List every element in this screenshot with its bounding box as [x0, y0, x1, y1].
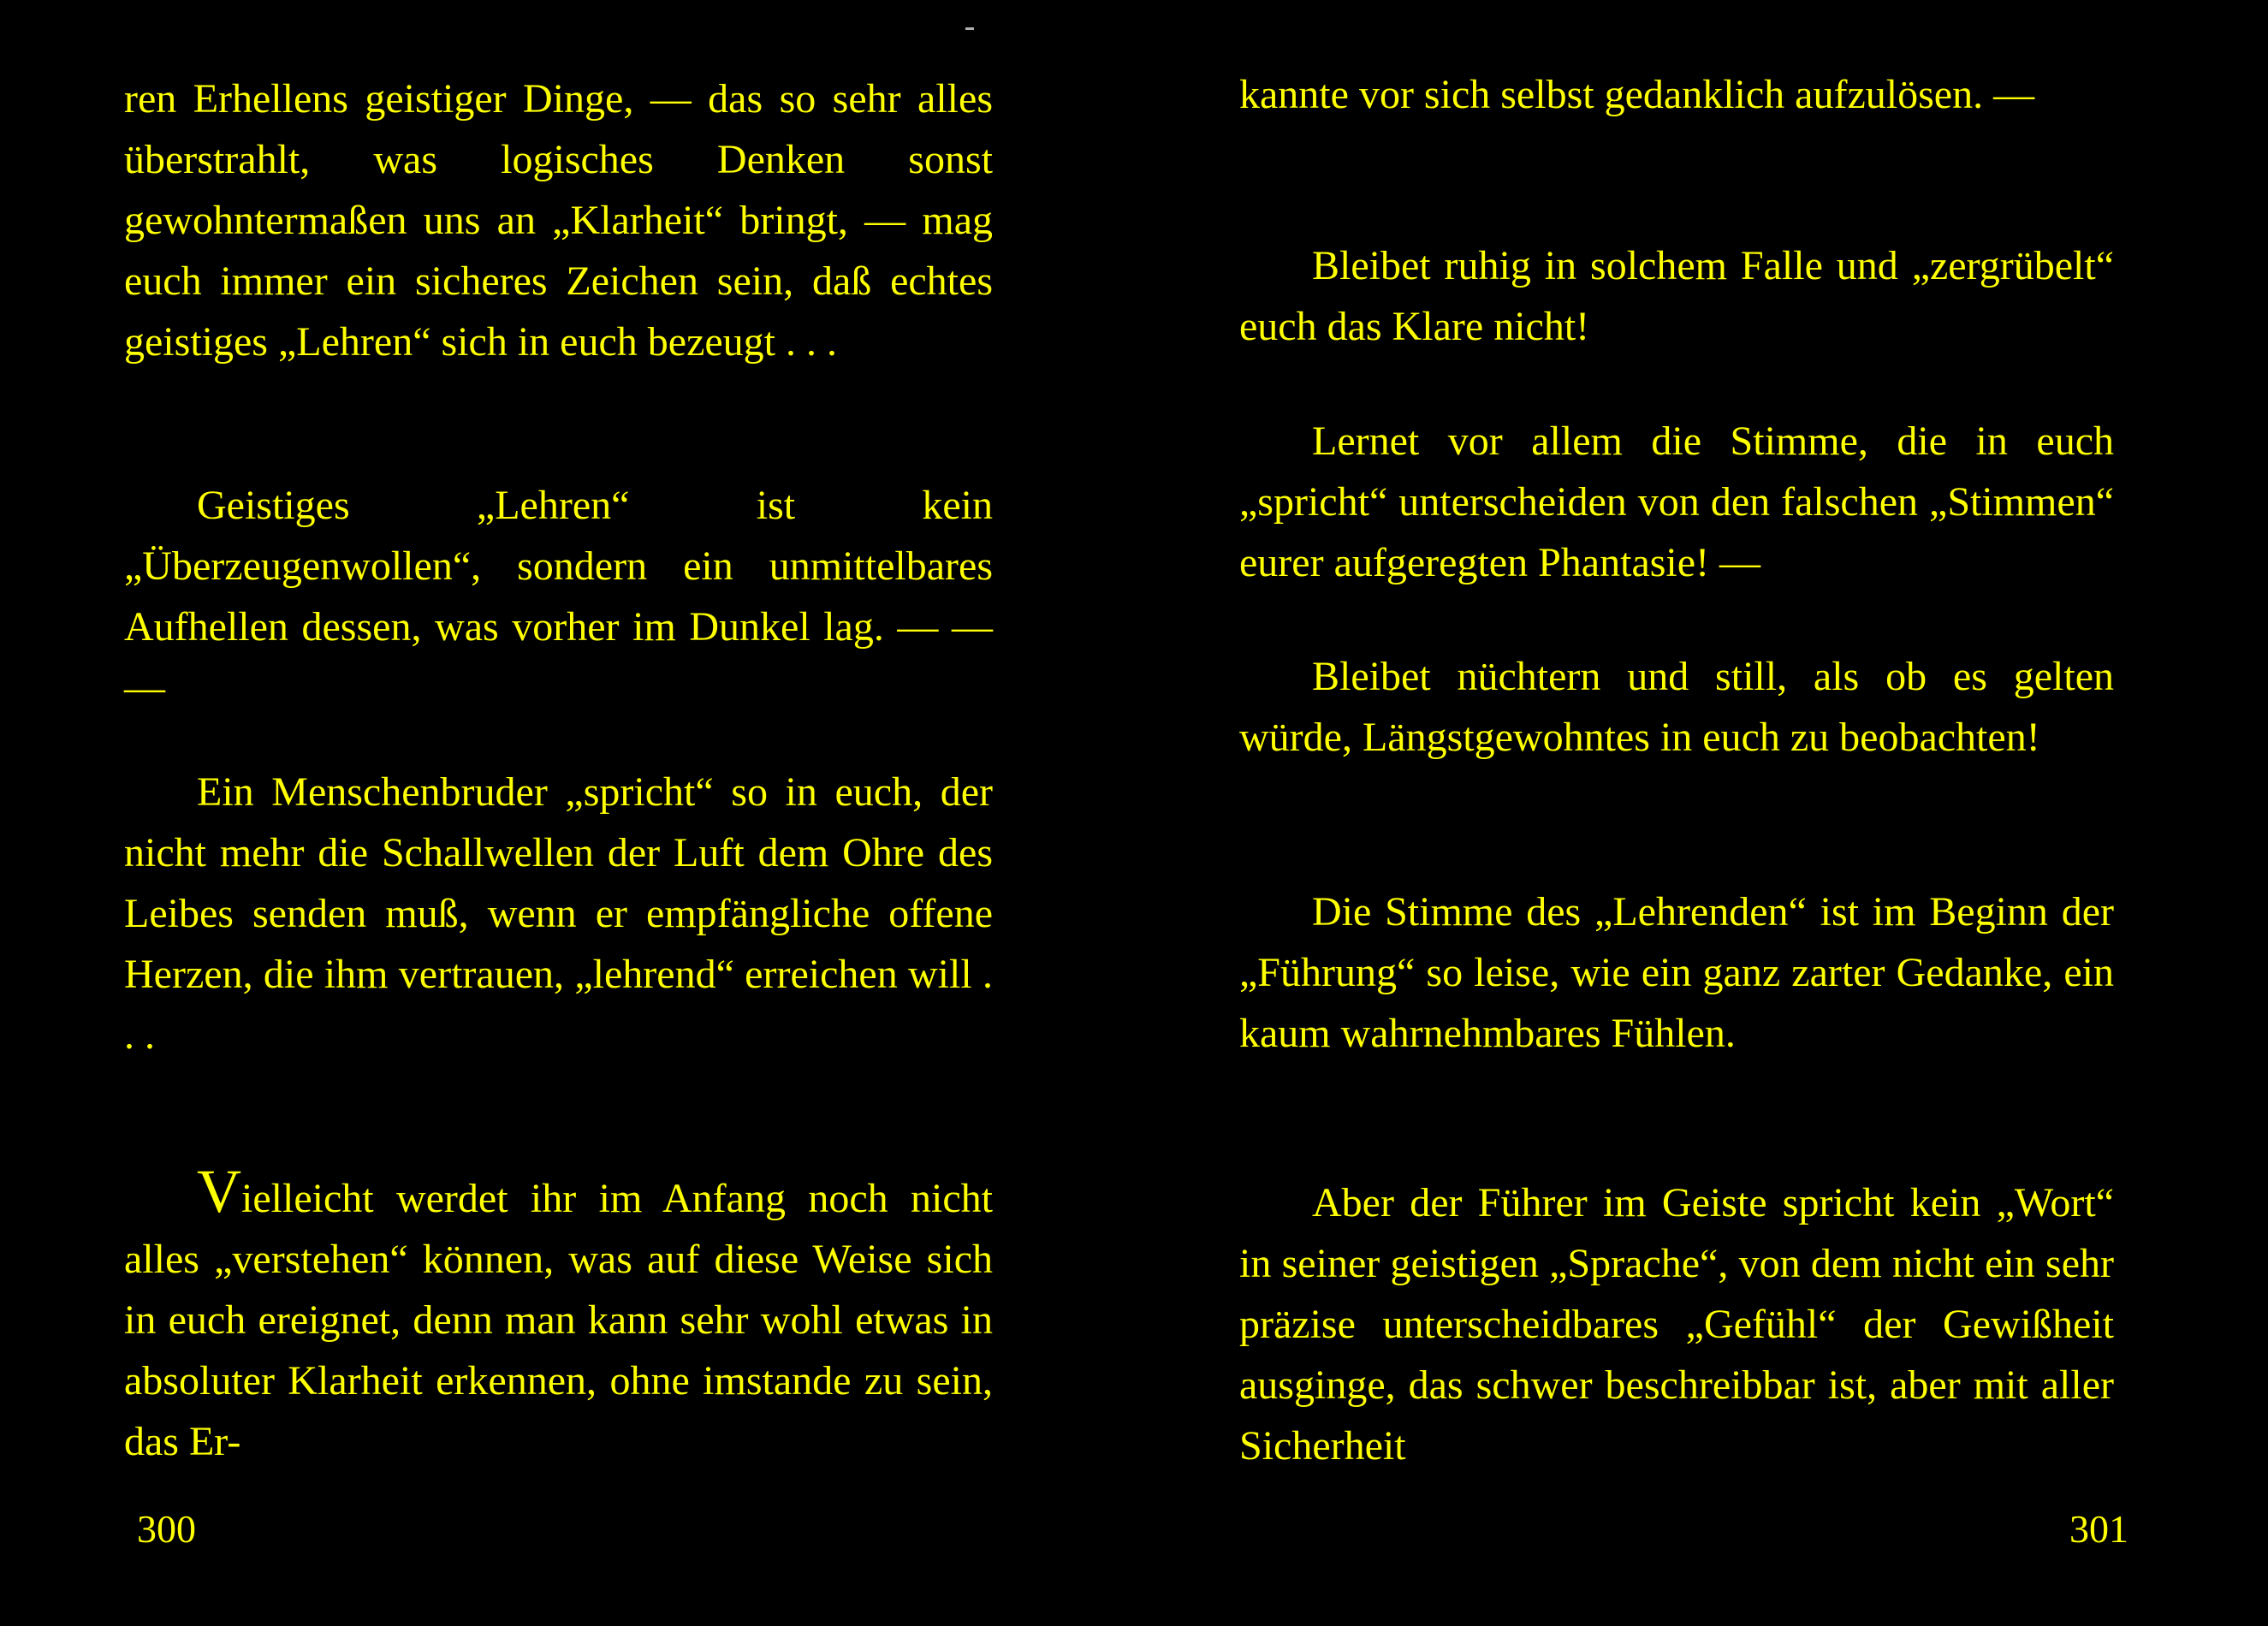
- drop-initial: V: [197, 1157, 241, 1225]
- left-paragraph-4: [124, 1157, 993, 1472]
- left-paragraph-4-text: ielleicht werdet ihr im Anfang noch nicht alles „verstehen“ können, was auf diese Weise sich in euch ereignet, denn man kann sehr wohl etwas in absoluter Klarheit erkennen, ohne imstande zu sein, das Er-: [124, 1176, 993, 1464]
- left-paragraph-3: Ein Menschenbruder „spricht“ so in euch, der nicht mehr die Schallwellen der Luft dem Ohre des Leibes senden muß, wenn er empfängliche offene Herzen, die ihm vertrauen, „lehrend“ erreichen will . . .: [124, 769, 993, 1058]
- right-paragraph-3: Lernet vor allem die Stimme, die in euch „spricht“ unterscheiden von den falschen „Stimmen“ eurer aufgeregten Phantasie! —: [1239, 418, 2114, 585]
- right-paragraph-4: Bleibet nüchtern und still, als ob es gelten würde, Längstgewohntes in euch zu beobachten!: [1239, 654, 2114, 760]
- page-number-right: 301: [2069, 1507, 2128, 1551]
- printer-mark: [965, 27, 974, 30]
- right-paragraph-1: kannte vor sich selbst gedanklich aufzulösen. —: [1239, 72, 2035, 117]
- left-paragraph-2: Geistiges „Lehren“ ist kein „Überzeugenwollen“, sondern ein unmittelbares Aufhellen dessen, was vorher im Dunkel lag. — — —: [124, 483, 993, 710]
- left-page: [0, 0, 1095, 1626]
- right-paragraph-2: Bleibet ruhig in solchem Falle und „zergrübelt“ euch das Klare nicht!: [1239, 243, 2114, 349]
- page-number-left: 300: [137, 1507, 196, 1551]
- left-paragraph-1: ren Erhellens geistiger Dinge, — das so sehr alles überstrahlt, was logisches Denken sonst gewohntermaßen uns an „Klarheit“ bringt, — mag euch immer ein sicheres Zeichen sein, daß echtes geistiges „Lehren“ sich in euch bezeugt . . .: [124, 76, 993, 365]
- right-paragraph-6: Aber der Führer im Geiste spricht kein „Wort“ in seiner geistigen „Sprache“, von dem nicht ein sehr präzise unterscheidbares „Gefühl“ der Gewißheit ausginge, das schwer beschreibbar ist, aber mit aller Sicherheit: [1239, 1180, 2114, 1469]
- right-paragraph-5: Die Stimme des „Lehrenden“ ist im Beginn der „Führung“ so leise, wie ein ganz zarter Gedanke, ein kaum wahrnehmbares Fühlen.: [1239, 889, 2114, 1056]
- right-page: [1147, 0, 2268, 1626]
